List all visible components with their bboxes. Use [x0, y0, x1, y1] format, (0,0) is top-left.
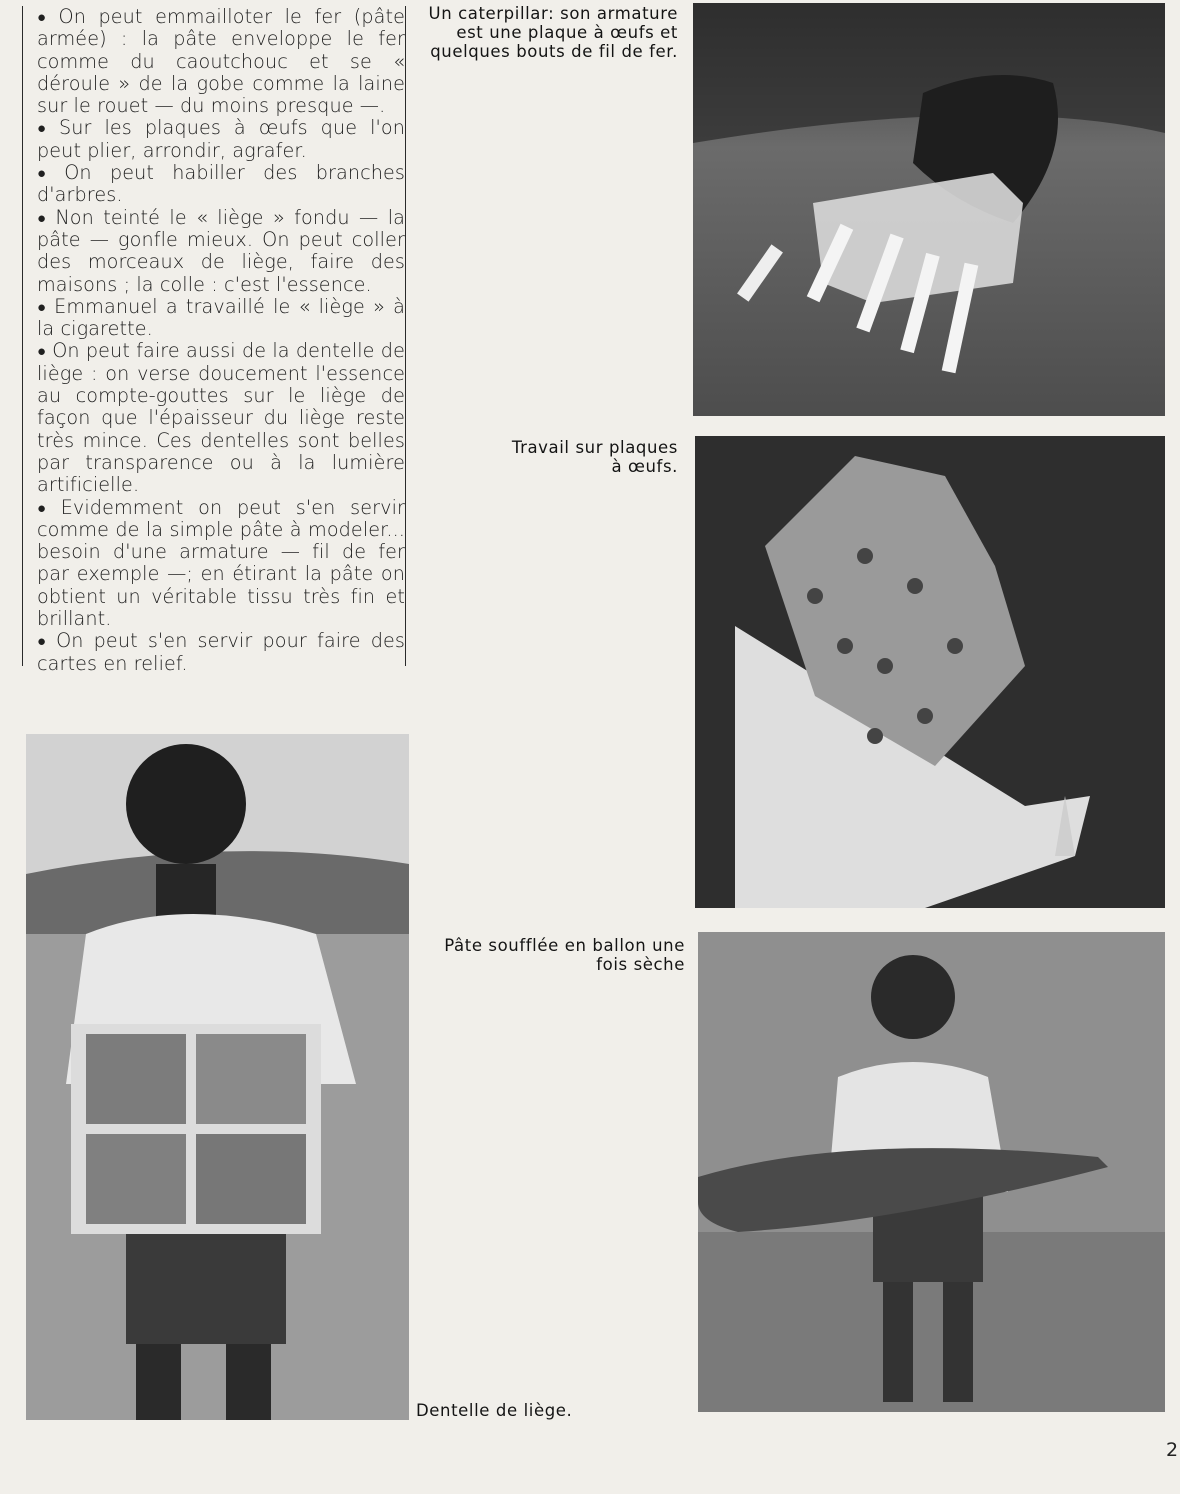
photo-balloon: [698, 932, 1165, 1412]
paragraph-7: ● Evidemment on peut s'en servir comme de la simple pâte à modeler... besoin d'une armature — fil de fer par exemple —; en étirant la pâte on obtient un véritable tissu très fin et brillant.: [37, 495, 405, 631]
paragraph-6: ● On peut faire aussi de la dentelle de liège : on verse doucement l'essence au compte-gouttes sur le liège de façon que l'épaisseur du liège reste très mince. Ces dentelles sont belles par transparence ou à la lumière artificielle.: [37, 339, 405, 497]
bullet-icon: ●: [37, 164, 59, 183]
paragraph-1: ● On peut emmailloter le fer (pâte armée) : la pâte enveloppe le fer comme du caoutchouc et se « déroule » de la gobe comme la laine sur le rouet — du moins presque —.: [37, 5, 405, 118]
paragraph-3: ● On peut habiller des branches d'arbres.: [37, 161, 405, 207]
bullet-icon: ●: [37, 297, 49, 316]
bullet-icon: ●: [37, 498, 55, 517]
caption-balloon: Pâte soufflée en ballon une fois sèche: [444, 936, 685, 974]
bullet-icon: ●: [37, 8, 53, 26]
page-number: 2: [1166, 1439, 1179, 1461]
bullet-icon: ●: [37, 208, 50, 227]
caption-lace: Dentelle de liège.: [416, 1401, 573, 1420]
bullet-icon: ●: [37, 342, 47, 361]
bullet-icon: ●: [37, 632, 51, 651]
paragraph-8: ● On peut s'en servir pour faire des cartes en relief.: [37, 629, 405, 675]
paragraph-2: ● Sur les plaques à œufs que l'on peut plier, arrondir, agrafer.: [37, 116, 405, 162]
paragraph-4: ● Non teinté le « liège » fondu — la pâte — gonfle mieux. On peut coller des morceaux de liège, faire des maisons ; la colle : c'est l'essence.: [37, 205, 405, 296]
text-column: [22, 5, 406, 675]
bullet-icon: ●: [37, 119, 53, 138]
photo-egg-trays: [695, 436, 1165, 908]
caption-egg-trays: Travail sur plaques à œufs.: [511, 438, 678, 476]
photo-lace: [26, 734, 409, 1420]
caption-caterpillar: Un caterpillar: son armature est une plaque à œufs et quelques bouts de fil de fer.: [428, 4, 678, 61]
paragraph-5: ● Emmanuel a travaillé le « liège » à la cigarette.: [37, 294, 405, 341]
photo-caterpillar: [693, 3, 1165, 416]
